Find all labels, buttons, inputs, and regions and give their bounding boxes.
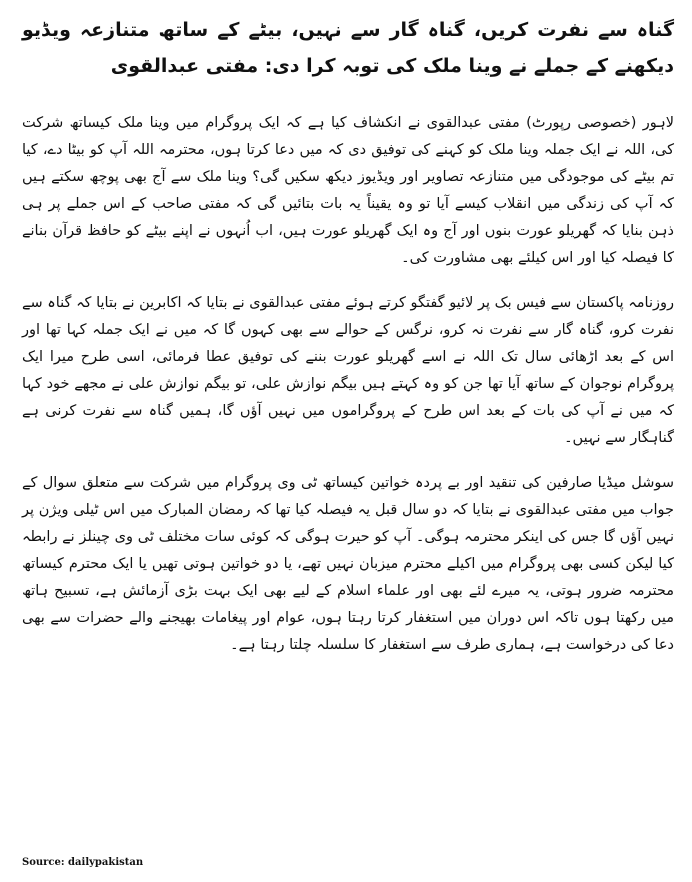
source-credit: Source: dailypakistan [22, 857, 144, 868]
article-paragraph-3: سوشل میڈیا صارفین کی تنقید اور بے پردہ خواتین کیساتھ ٹی وی پروگرام میں شرکت سے متعلق سوال کے جواب میں مفتی عبدالقوی نے بتایا کہ دو سال قبل یہ فیصلہ کیا تھا کہ رمضان المبارک میں اس ٹیلی ویژن پر نہیں آؤں گا جس کی اینکر محترمہ ہوگی۔ آپ کو حیرت ہوگی کہ کوئی سات مختلف ٹی وی چینلز نے رابطہ کیا لیکن کسی بھی پروگرام میں اکیلے محترم میزبان نہیں تھے، یا دو خواتین ہوتی تھیں یا ایک محترم کیساتھ محترمہ ضرور ہوتی، یہ میرے لئے بھی اور علماء اسلام کے لیے بھی ایک بہت بڑی آزمائش ہے، تسبیح ہاتھ میں رکھتا ہوں تاکہ اس دوران میں استغفار کرتا رہتا ہوں، عوام اور پیغامات بھیجنے والے حضرات سے بھی دعا کی درخواست ہے، ہماری طرف سے استغفار کا سلسلہ چلتا رہتا ہے۔ [22, 475, 674, 653]
article-paragraph-2: روزنامہ پاکستان سے فیس بک پر لائیو گفتگو کرتے ہوئے مفتی عبدالقوی نے بتایا کہ اکابرین نے بتایا کہ گناہ سے نفرت کرو، گناہ گار سے نفرت نہ کرو، نرگس کے حوالے سے بھی کہوں گا کہ میں نے ایک جملہ کہا تھا اور اس کے بعد اڑھائی سال تک اللہ نے اسے گھریلو عورت بننے کی توفیق عطا فرمائی، اسی طرح میرا ایک پروگرام نوجوان کے ساتھ آیا تھا جن کو وہ کہتے ہیں بیگم نوازش علی، تو بیگم نوازش علی نے مجھے خود کہا کہ میں نے آپ کی بات کے بعد اس طرح کے پروگراموں میں نہیں آؤں گا، ہمیں گناہ سے نفرت کرنی ہے گناہگار سے نہیں۔ [22, 295, 674, 446]
article-headline: گناہ سے نفرت کریں، گناہ گار سے نہیں، بیٹے کے ساتھ متنازعہ ویڈیو دیکھنے کے جملے نے وینا ملک کی توبہ کرا دی: مفتی عبدالقوی [22, 19, 674, 77]
article-paragraph-1: لاہور (خصوصی رپورٹ) مفتی عبدالقوی نے انکشاف کیا ہے کہ ایک پروگرام میں وینا ملک کیساتھ شرکت کی، اللہ نے ایک جملہ وینا ملک کو کہنے کی توفیق دی کہ میں دعا کرتا ہوں، محترمہ اللہ آپ کو بیٹا دے، کیا تم بیٹے کی موجودگی میں متنازعہ تصاویر اور ویڈیوز دیکھ سکیں گی؟ وینا ملک سے آج بھی پوچھ سکتے ہیں کہ آپ کی زندگی میں انقلاب کیسے آیا تو وہ یقیناً یہ بات بتائیں گی کہ مفتی صاحب کے اس جملے پر ہی ذہن بنایا کہ گھریلو عورت بنوں اور آج وہ ایک گھریلو عورت ہیں، اب اُنہوں نے اپنے بیٹے کو حافظ قرآن بنانے کا فیصلہ کیا اور اس کیلئے بھی مشاورت کی۔ [22, 115, 674, 266]
